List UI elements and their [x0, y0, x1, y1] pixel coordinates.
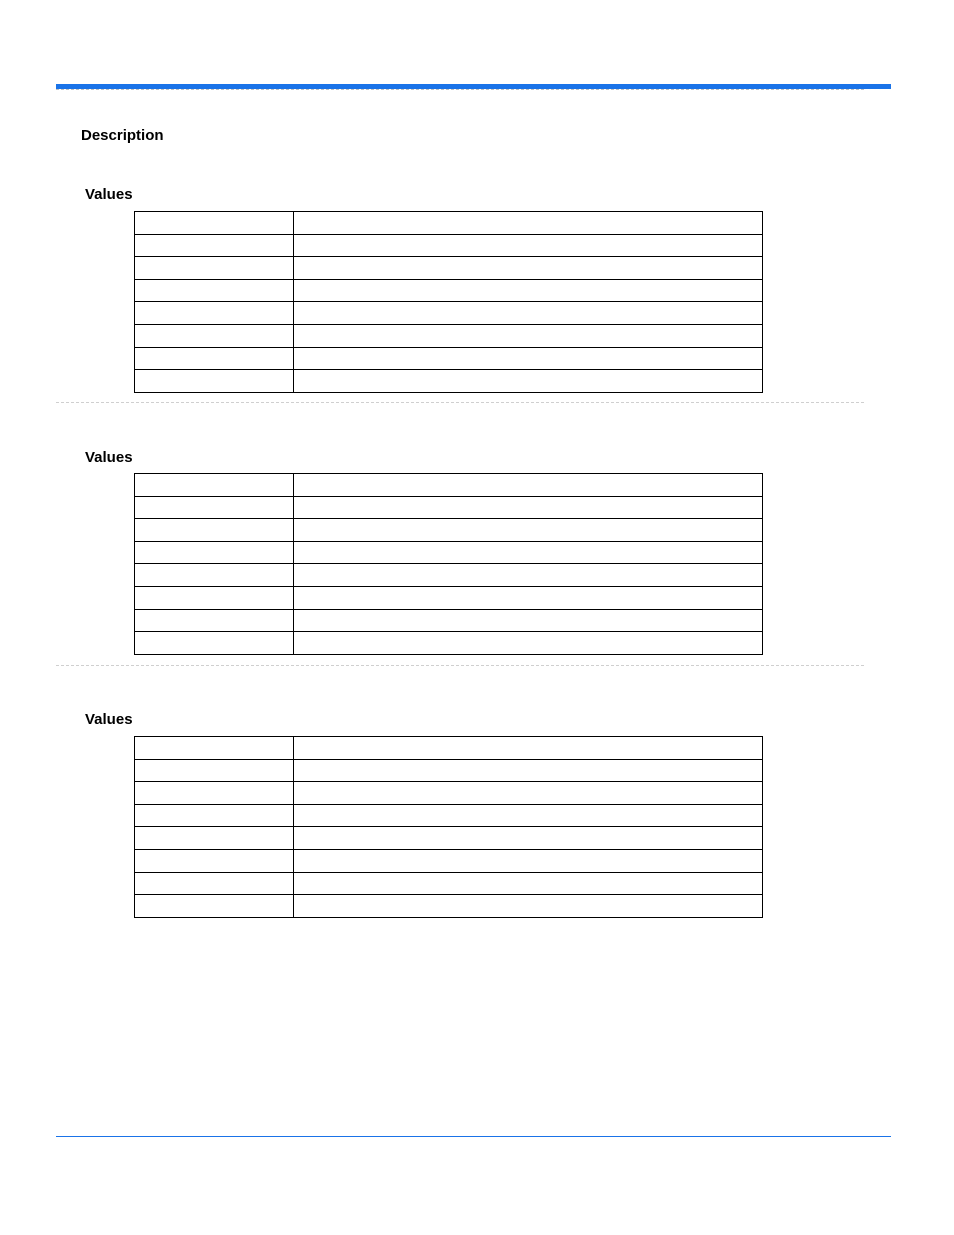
table-cell: [135, 827, 294, 850]
table-cell: [294, 737, 763, 760]
table-cell: [135, 474, 294, 497]
table-cell: [294, 804, 763, 827]
description-heading: Description: [81, 127, 164, 144]
table-cell: [135, 804, 294, 827]
table-cell: [294, 302, 763, 325]
table-row: [135, 279, 763, 302]
table-cell: [294, 370, 763, 393]
table-cell: [135, 782, 294, 805]
table-cell: [294, 541, 763, 564]
table-row: [135, 737, 763, 760]
table-row: [135, 804, 763, 827]
table-row: [135, 782, 763, 805]
table-cell: [135, 564, 294, 587]
table-cell: [135, 632, 294, 655]
table-cell: [294, 279, 763, 302]
header-dashed-rule: [56, 89, 864, 90]
table-cell: [294, 827, 763, 850]
table-cell: [135, 302, 294, 325]
table-cell: [135, 541, 294, 564]
table-cell: [135, 257, 294, 280]
table-cell: [294, 782, 763, 805]
table-cell: [135, 519, 294, 542]
table-cell: [135, 586, 294, 609]
table-cell: [135, 234, 294, 257]
table-row: [135, 564, 763, 587]
table-cell: [294, 474, 763, 497]
table-row: [135, 474, 763, 497]
values-heading-3: Values: [85, 711, 133, 728]
table-row: [135, 759, 763, 782]
table-row: [135, 586, 763, 609]
table-row: [135, 609, 763, 632]
table-row: [135, 370, 763, 393]
table-row: [135, 302, 763, 325]
table-cell: [294, 564, 763, 587]
table-cell: [135, 324, 294, 347]
table-cell: [135, 759, 294, 782]
table-row: [135, 496, 763, 519]
table-cell: [135, 347, 294, 370]
table-cell: [294, 586, 763, 609]
values-table-1: [134, 211, 763, 393]
table-cell: [294, 849, 763, 872]
table-cell: [135, 279, 294, 302]
table-cell: [294, 324, 763, 347]
table-cell: [294, 632, 763, 655]
table-cell: [294, 234, 763, 257]
table-cell: [294, 759, 763, 782]
table-row: [135, 632, 763, 655]
table-row: [135, 895, 763, 918]
table-row: [135, 541, 763, 564]
table-cell: [294, 347, 763, 370]
table-row: [135, 849, 763, 872]
table-cell: [135, 609, 294, 632]
values-table-2: [134, 473, 763, 655]
table-cell: [294, 496, 763, 519]
values-table-3: [134, 736, 763, 918]
values-heading-1: Values: [85, 186, 133, 203]
section-divider: [56, 402, 864, 403]
table-cell: [135, 849, 294, 872]
table-row: [135, 347, 763, 370]
table-row: [135, 212, 763, 235]
table-cell: [294, 519, 763, 542]
table-cell: [135, 872, 294, 895]
table-row: [135, 257, 763, 280]
footer-rule: [56, 1136, 891, 1137]
table-cell: [294, 609, 763, 632]
table-cell: [135, 895, 294, 918]
table-cell: [135, 737, 294, 760]
section-divider: [56, 665, 864, 666]
table-row: [135, 324, 763, 347]
table-cell: [294, 257, 763, 280]
table-cell: [135, 212, 294, 235]
table-cell: [294, 212, 763, 235]
table-row: [135, 519, 763, 542]
values-heading-2: Values: [85, 449, 133, 466]
table-row: [135, 827, 763, 850]
table-cell: [294, 872, 763, 895]
table-cell: [294, 895, 763, 918]
table-row: [135, 872, 763, 895]
table-cell: [135, 496, 294, 519]
table-cell: [135, 370, 294, 393]
table-row: [135, 234, 763, 257]
